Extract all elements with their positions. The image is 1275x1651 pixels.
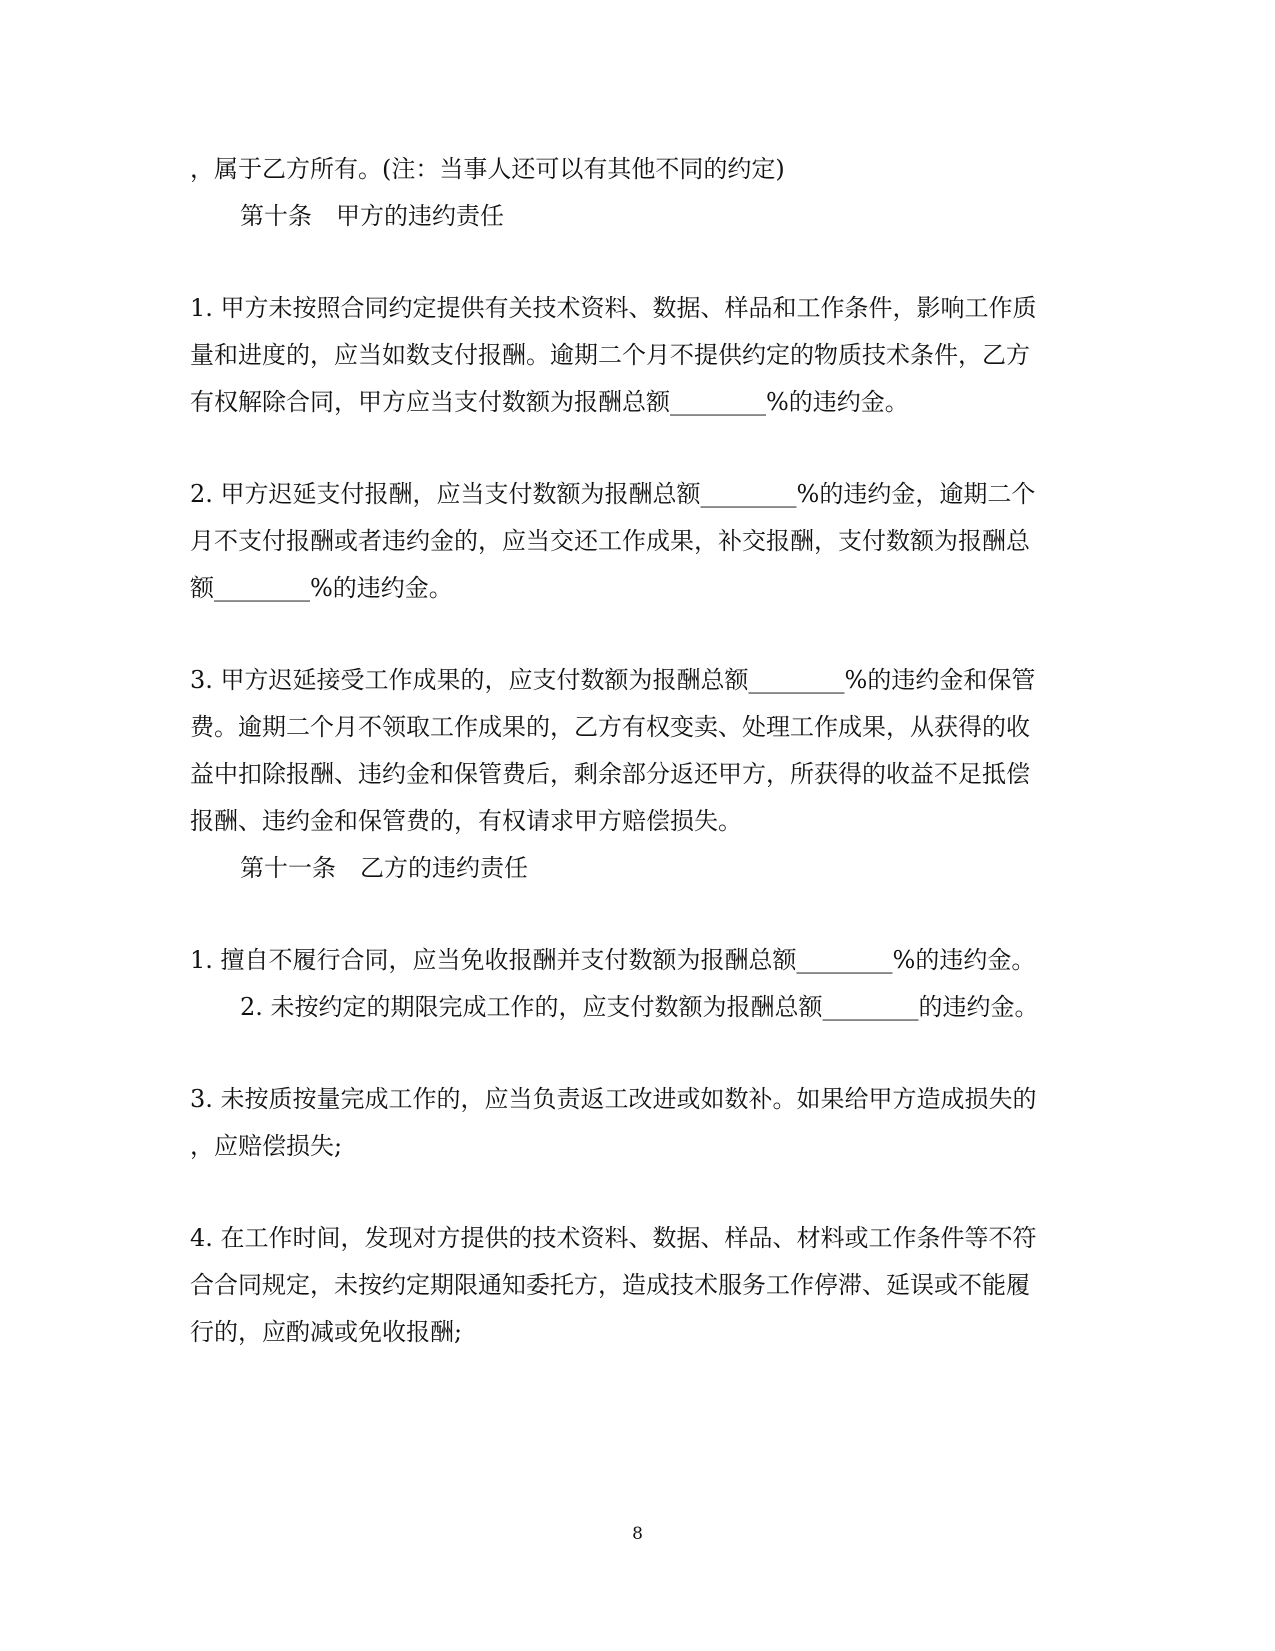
text-line: 有权解除合同，甲方应当支付数额为报酬总额________%的违约金。 [190,388,909,416]
text-line: 3. 未按质按量完成工作的，应当负责返工改进或如数补。如果给甲方造成损失的 [190,1085,1037,1113]
text-line: 益中扣除报酬、违约金和保管费后，剩余部分返还甲方，所获得的收益不足抵偿 [190,760,1030,788]
text-line: 2. 甲方迟延支付报酬，应当支付数额为报酬总额________%的违约金，逾期二个 [190,480,1036,508]
text-line: 报酬、违约金和保管费的，有权请求甲方赔偿损失。 [190,807,742,835]
section-heading: 第十条 甲方的违约责任 [240,202,504,230]
text-line: 1. 擅自不履行合同，应当免收报酬并支付数额为报酬总额________%的违约金。 [190,946,1036,974]
text-line: ，属于乙方所有。(注：当事人还可以有其他不同的约定) [190,155,785,183]
text-line: 1. 甲方未按照合同约定提供有关技术资料、数据、样品和工作条件，影响工作质 [190,294,1037,322]
text-line: 月不支付报酬或者违约金的，应当交还工作成果，补交报酬，支付数额为报酬总 [190,527,1030,555]
text-line: 量和进度的，应当如数支付报酬。逾期二个月不提供约定的物质技术条件，乙方 [190,341,1030,369]
text-line: 合合同规定，未按约定期限通知委托方，造成技术服务工作停滞、延误或不能履 [190,1271,1030,1299]
text-line: 3. 甲方迟延接受工作成果的，应支付数额为报酬总额________%的违约金和保管 [190,666,1036,694]
text-line: 额________%的违约金。 [190,574,453,602]
text-line: 行的，应酌减或免收报酬; [190,1318,463,1346]
text-line: 费。逾期二个月不领取工作成果的，乙方有权变卖、处理工作成果，从获得的收 [190,713,1030,741]
section-heading: 第十一条 乙方的违约责任 [240,854,528,882]
text-line: 2. 未按约定的期限完成工作的，应支付数额为报酬总额________的违约金。 [240,993,1039,1021]
page-number: 8 [632,1524,643,1544]
text-line: ，应赔偿损失; [190,1132,343,1160]
text-line: 4. 在工作时间，发现对方提供的技术资料、数据、样品、材料或工作条件等不符 [190,1224,1037,1252]
